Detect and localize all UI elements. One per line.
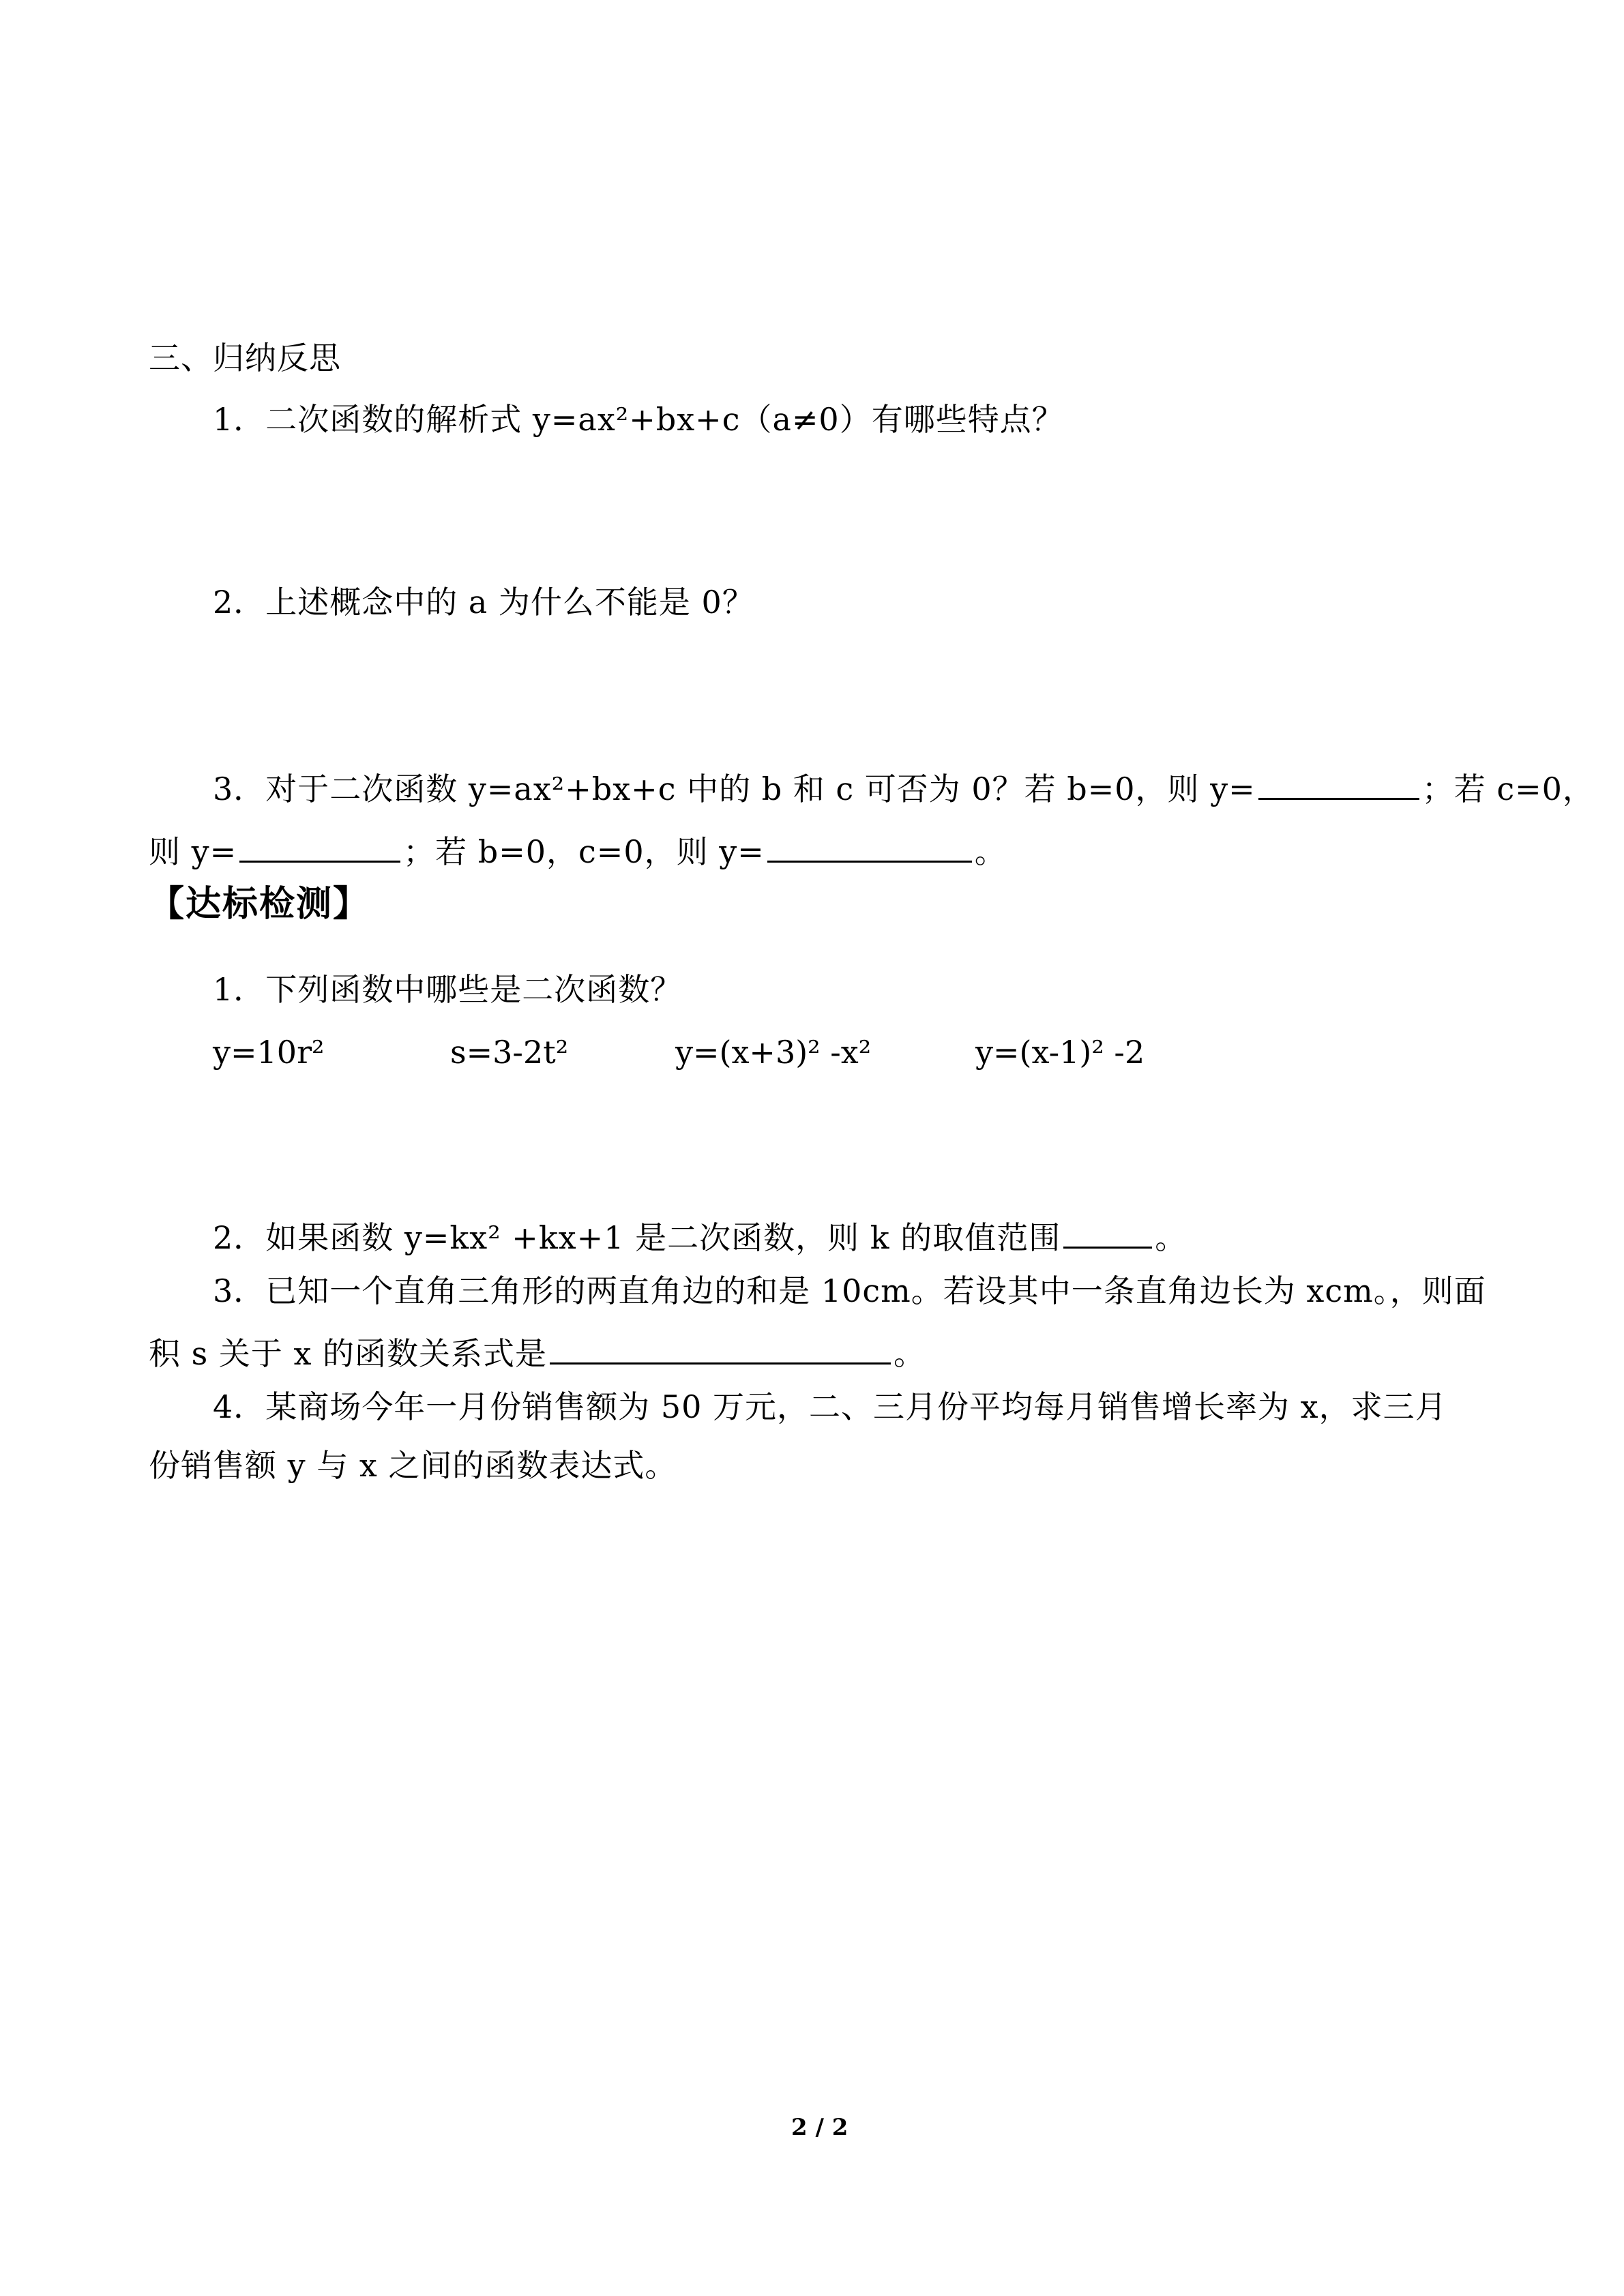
question-text: 3．对于二次函数 y=ax²+bx+c 中的 b 和 c 可否为 0？若 b=0，则 y= — [213, 771, 1256, 807]
reflection-question-3-line-1 — [213, 768, 1595, 805]
formula-option-3: y=(x+3)² -x² — [675, 1034, 872, 1071]
answer-blank-b-zero[interactable] — [1258, 768, 1419, 800]
answer-blank-c-zero[interactable] — [239, 831, 400, 863]
question-text: 则 y= — [149, 833, 237, 870]
formula-option-2: s=3-2t² — [450, 1034, 569, 1071]
test-question-3-line-2 — [149, 1332, 926, 1372]
answer-blank-b-c-zero[interactable] — [767, 831, 972, 863]
test-question-4-line-1: 4．某商场今年一月份销售额为 50 万元，二、三月份平均每月销售增长率为 x，求三月 — [213, 1388, 1447, 1425]
question-text: ；若 c=0， — [1421, 771, 1595, 807]
test-question-2 — [213, 1217, 1187, 1256]
test-question-1: 1．下列函数中哪些是二次函数？ — [213, 971, 683, 1008]
test-question-4-line-2: 份销售额 y 与 x 之间的函数表达式。 — [149, 1447, 677, 1484]
reflection-question-3-line-2 — [149, 831, 1007, 870]
question-text: 。 — [1155, 1219, 1187, 1256]
section-reflection-heading: 三、归纳反思 — [149, 340, 341, 376]
page-number: 2 / 2 — [791, 2114, 848, 2141]
formula-option-1: y=10r² — [213, 1034, 325, 1071]
answer-blank-k-range[interactable] — [1063, 1217, 1152, 1249]
test-question-3-line-1: 3．已知一个直角三角形的两直角边的和是 10cm。若设其中一条直角边长为 xcm。，则面 — [213, 1272, 1486, 1309]
answer-blank-area-function[interactable] — [550, 1332, 891, 1365]
reflection-question-1: 1．二次函数的解析式 y=ax²+bx+c（a≠0）有哪些特点？ — [213, 401, 1064, 438]
question-text: 2．如果函数 y=kx² +kx+1 是二次函数，则 k 的取值范围 — [213, 1219, 1061, 1256]
formula-option-4: y=(x-1)² -2 — [975, 1034, 1145, 1071]
question-text: 。 — [974, 833, 1007, 870]
reflection-question-2: 2．上述概念中的 a 为什么不能是 0？ — [213, 584, 754, 621]
question-text: 积 s 关于 x 的函数关系式是 — [149, 1335, 548, 1372]
question-text: ；若 b=0，c=0，则 y= — [403, 833, 765, 870]
section-test-heading: 【达标检测】 — [149, 884, 370, 925]
question-text: 。 — [894, 1335, 926, 1372]
